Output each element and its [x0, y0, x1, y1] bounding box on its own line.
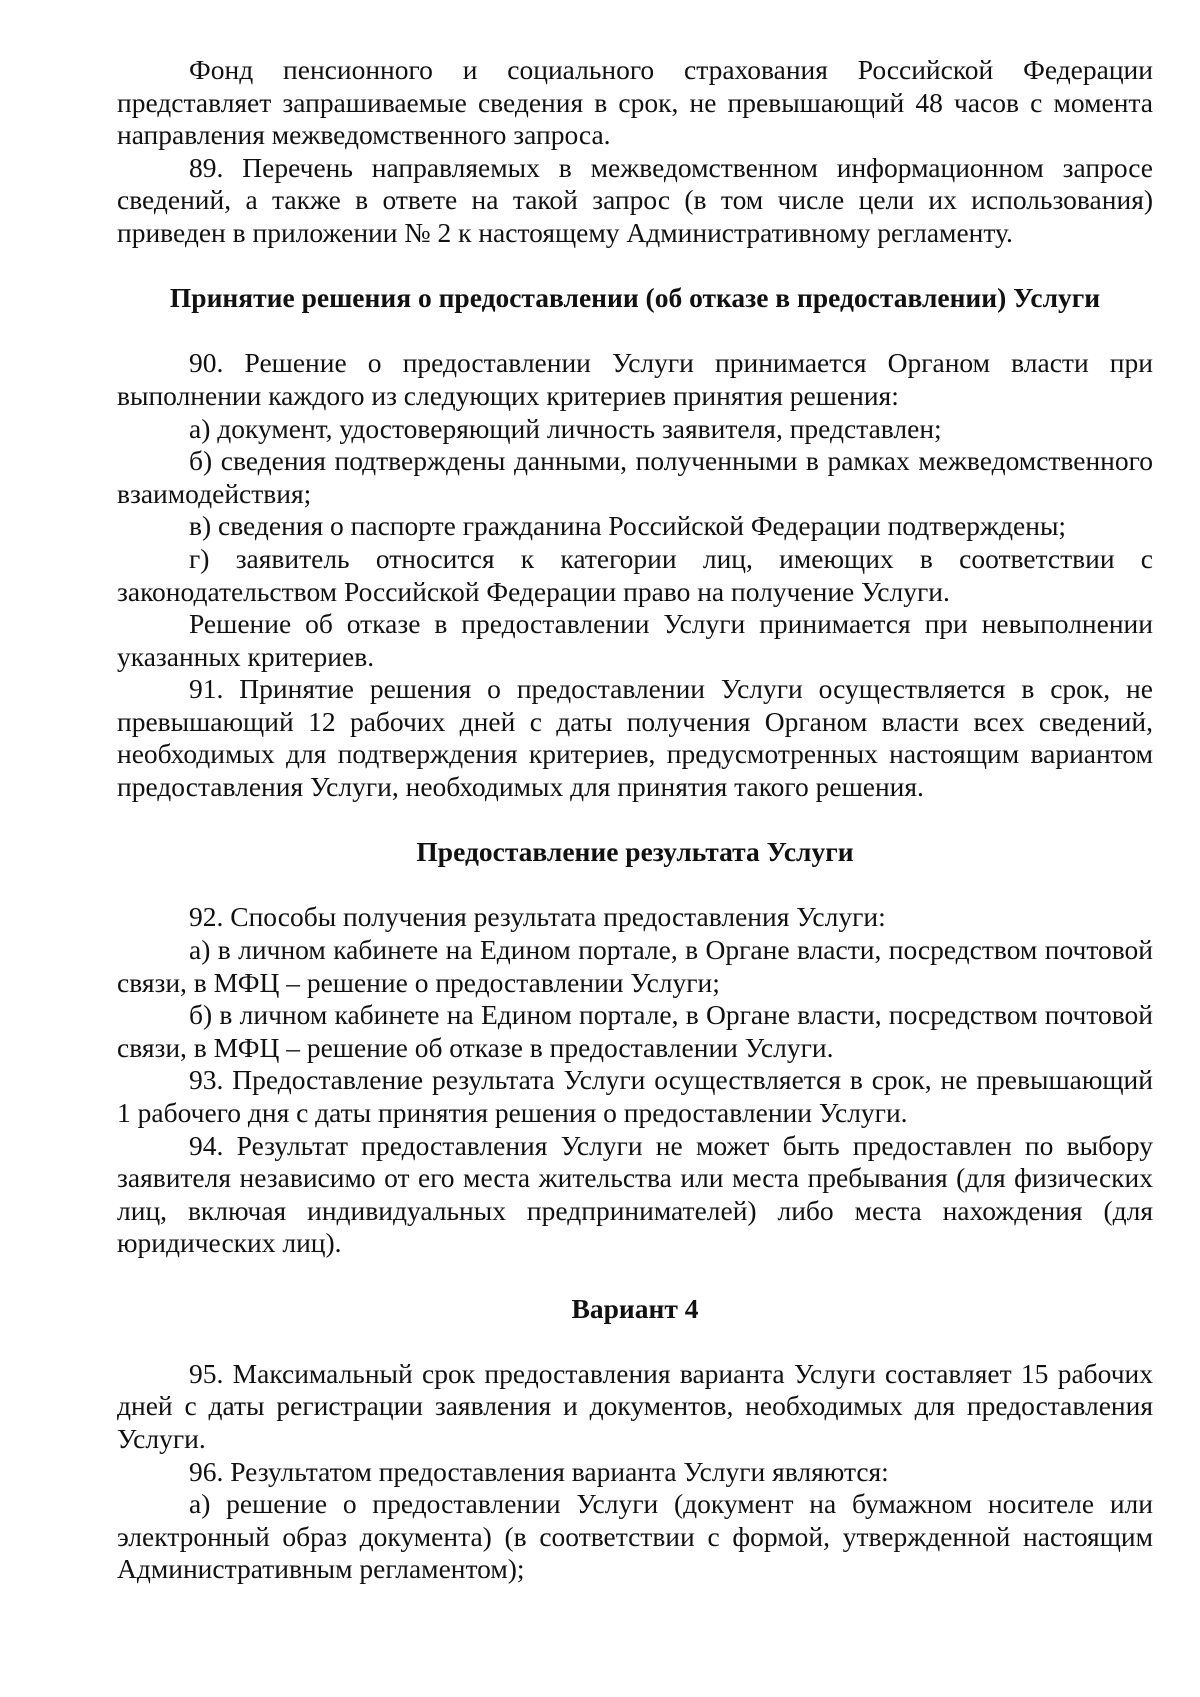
- paragraph-96: 96. Результатом предоставления варианта Услуги являются:: [189, 1455, 889, 1487]
- list-item-b: б) в личном кабинете на Едином портале, в Органе власти, посредством почтовой связи, в МФЦ – решение об отказе в предоставлении Услуги.: [117, 999, 1153, 1063]
- list-item-a: а) документ, удостоверяющий личность заявителя, представлен;: [189, 412, 942, 444]
- paragraph-93: 93. Предоставление результата Услуги осуществляется в срок, не превышающий 1 рабочего дня с даты принятия решения о предоставлении Услуги.: [117, 1064, 1153, 1128]
- paragraph-91: 91. Принятие решения о предоставлении Услуги осуществляется в срок, не превышающий 12 рабочих дней с даты получения Органом власти всех сведений, необходимых для подтверждения критериев, предусмотренных настоящим вариантом предоставления Услуги, необходимых для принятия такого решения.: [117, 673, 1153, 803]
- list-item-g: г) заявитель относится к категории лиц, имеющих в соответствии с законодательством Российской Федерации право на получение Услуги.: [117, 542, 1153, 607]
- paragraph-92: 92. Способы получения результата предоставления Услуги:: [189, 901, 886, 933]
- paragraph-refusal-decision: Решение об отказе в предоставлении Услуги принимается при невыполнении указанных критериев.: [117, 608, 1153, 672]
- spacer: [117, 250, 1153, 283]
- list-item-a: а) в личном кабинете на Едином портале, в Органе власти, посредством почтовой связи, в МФЦ – решение о предоставлении Услуги;: [117, 934, 1153, 998]
- list-item-v: в) сведения о паспорте гражданина Российской Федерации подтверждены;: [189, 510, 1067, 542]
- paragraph-95: 95. Максимальный срок предоставления варианта Услуги составляет 15 рабочих дней с даты регистрации заявления и документов, необходимых для предоставления Услуги.: [117, 1357, 1153, 1454]
- section-heading-result: Предоставление результата Услуги: [416, 836, 854, 868]
- list-item-a: а) решение о предоставлении Услуги (документ на бумажном носителе или электронный образ документа) (в соответствии с формой, утвержденной настоящим Административным регламентом);: [117, 1488, 1153, 1585]
- spacer: [117, 804, 1153, 837]
- paragraph-fund-response: Фонд пенсионного и социального страхования Российской Федерации представляет запрашиваемые сведения в срок, не превышающий 48 часов с момента направления межведомственного запроса.: [117, 54, 1153, 151]
- paragraph-89: 89. Перечень направляемых в межведомственном информационном запросе сведений, а также в ответе на такой запрос (в том числе цели их использования) приведен в приложении № 2 к настоящему Административному регламенту.: [117, 151, 1153, 248]
- section-heading-decision: Принятие решения о предоставлении (об отказе в предоставлении) Услуги: [169, 282, 1101, 314]
- spacer: [117, 1325, 1153, 1358]
- list-item-b: б) сведения подтверждены данными, полученными в рамках межведомственного взаимодействия;: [117, 445, 1153, 509]
- document-body: [117, 54, 1153, 1586]
- section-heading-variant-4: Вариант 4: [571, 1292, 699, 1324]
- paragraph-94: 94. Результат предоставления Услуги не может быть предоставлен по выбору заявителя независимо от его места жительства или места пребывания (для физических лиц, включая индивидуальных предпринимателей) либо места нахождения (для юридических лиц).: [117, 1129, 1153, 1259]
- spacer: [117, 869, 1153, 902]
- spacer: [117, 315, 1153, 348]
- spacer: [117, 1260, 1153, 1293]
- paragraph-90: 90. Решение о предоставлении Услуги принимается Органом власти при выполнении каждого из следующих критериев принятия решения:: [117, 347, 1153, 411]
